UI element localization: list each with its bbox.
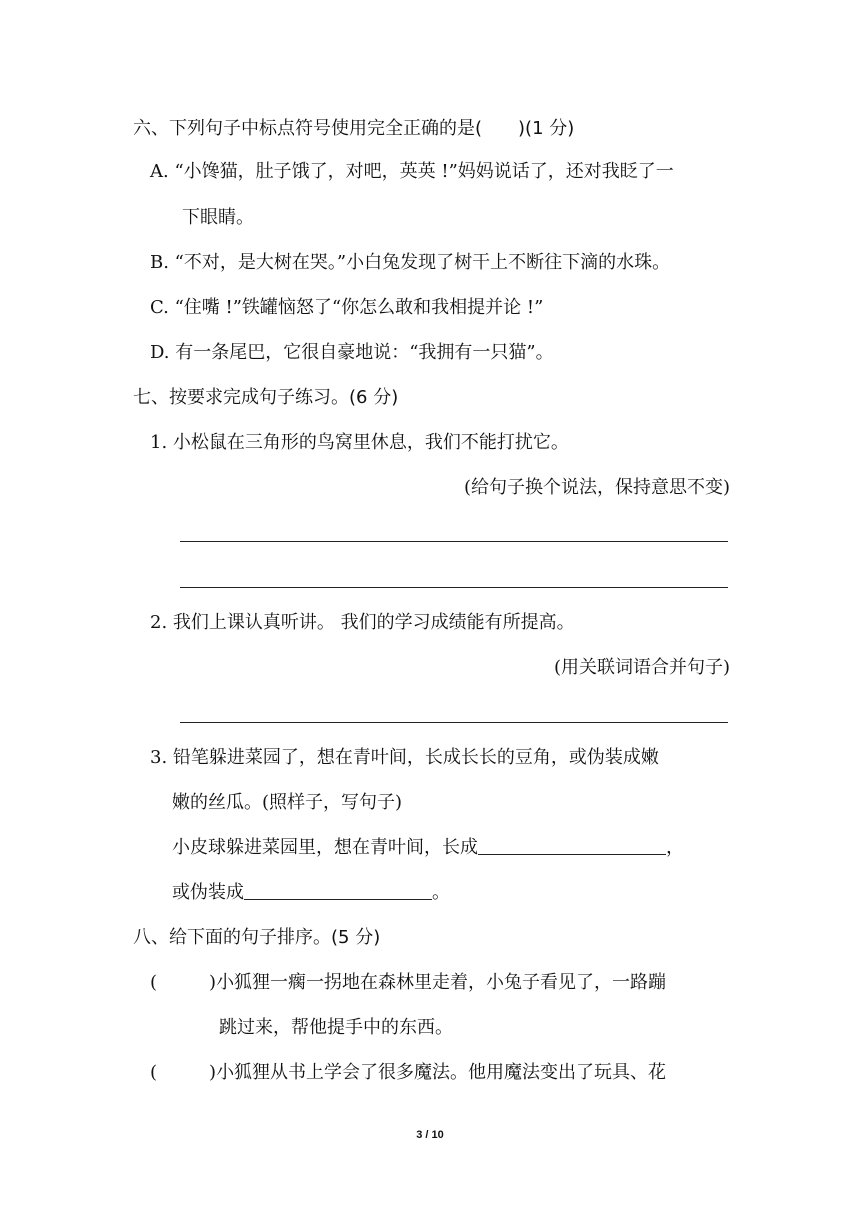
fill-blank[interactable] xyxy=(478,838,666,855)
paren-open: ( xyxy=(150,972,158,993)
q7-example-line1 xyxy=(172,836,684,860)
page-number: 3 / 10 xyxy=(416,1129,444,1141)
paren-close: ) xyxy=(209,972,217,993)
answer-line xyxy=(180,587,728,588)
question-7-title: 七、按要求完成句子练习。(6 分) xyxy=(133,387,399,408)
q7-sentence-2-requirement: (用关联词语合并句子) xyxy=(553,657,730,678)
q6-option-a-line1: A. “小馋猫，肚子饿了，对吧，英英 !”妈妈说话了，还对我眨了一 xyxy=(150,161,674,182)
item-text: 小狐狸一瘸一拐地在森林里走着，小兔子看见了，一路蹦 xyxy=(216,972,667,993)
question-6-title: 六、下列句子中标点符号使用完全正确的是( )(1 分) xyxy=(133,118,575,139)
fill-blank[interactable] xyxy=(244,883,432,900)
q6-option-c: C. “住嘴 !”铁罐恼怒了“你怎么敢和我相提并论 !” xyxy=(150,297,544,318)
q8-item-1-line1 xyxy=(150,971,666,995)
q7-sentence-1-requirement: (给句子换个说法，保持意思不变) xyxy=(463,477,730,498)
q8-item-2-line1 xyxy=(150,1061,666,1085)
example-text: 小皮球躲进菜园里，想在青叶间，长成 xyxy=(172,837,478,858)
q7-sentence-3-line1: 3. 铅笔躲进菜园了，想在青叶间，长成长长的豆角，或伪装成嫩 xyxy=(150,747,659,768)
punctuation: 。 xyxy=(432,882,450,903)
q6-option-b: B. “不对，是大树在哭。”小白兔发现了树干上不断往下滴的水珠。 xyxy=(150,252,671,273)
question-8-title: 八、给下面的句子排序。(5 分) xyxy=(133,927,381,948)
paren-open: ( xyxy=(150,1062,158,1083)
answer-line xyxy=(180,722,728,723)
example-text: 或伪装成 xyxy=(172,882,244,903)
q7-sentence-3-line2: 嫩的丝瓜。(照样子，写句子) xyxy=(172,792,403,813)
punctuation: ， xyxy=(666,837,684,858)
q7-example-line2 xyxy=(172,881,450,905)
answer-line xyxy=(180,541,728,542)
q6-option-d: D. 有一条尾巴，它很自豪地说：“我拥有一只猫”。 xyxy=(150,342,554,363)
q8-item-1-line2: 跳过来，帮他提手中的东西。 xyxy=(219,1017,453,1038)
item-text: 小狐狸从书上学会了很多魔法。他用魔法变出了玩具、花 xyxy=(216,1062,667,1083)
q7-sentence-2: 2. 我们上课认真听讲。 我们的学习成绩能有所提高。 xyxy=(150,612,575,633)
q6-option-a-line2: 下眼睛。 xyxy=(182,207,254,228)
paren-close: ) xyxy=(209,1062,217,1083)
q7-sentence-1: 1. 小松鼠在三角形的鸟窝里休息，我们不能打扰它。 xyxy=(150,432,569,453)
